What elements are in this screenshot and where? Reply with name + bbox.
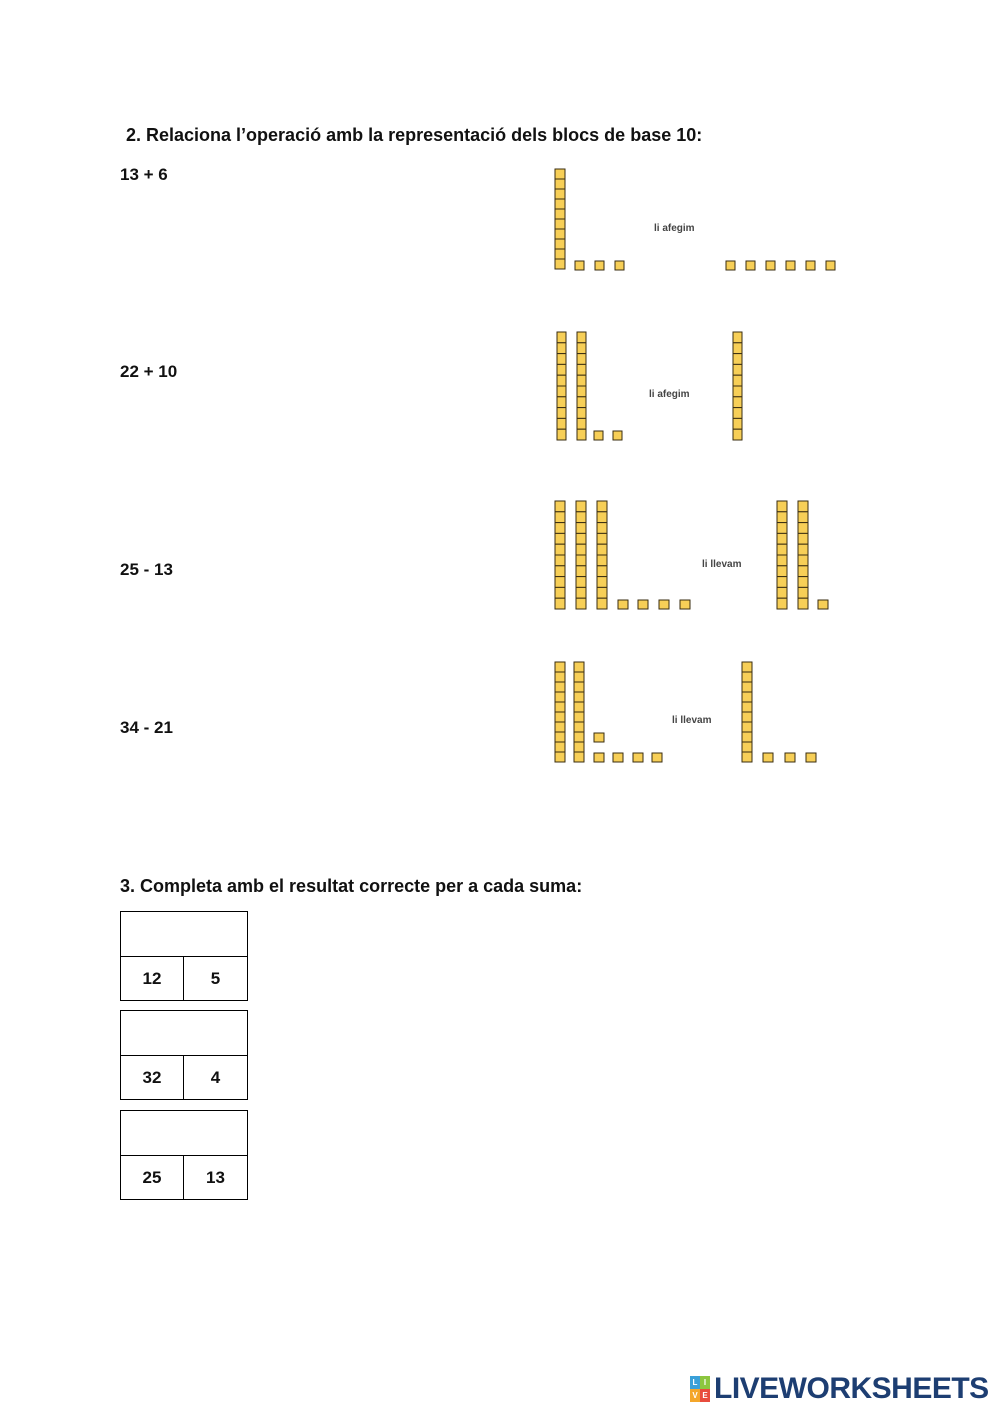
picture-2-unit-cube [594,431,603,440]
picture-3-unit-cube [680,600,690,609]
picture-1-added-unit-cube [826,261,835,270]
number-bond-1 [120,911,248,1001]
section-3-heading: 3. Completa amb el resultat correcte per a cada suma: [120,876,583,896]
picture-1-added-unit-cube [726,261,735,270]
operation-1: 13 + 6 [120,165,168,184]
picture-3-unit-cube [638,600,648,609]
picture-3-unit-cube [618,600,628,609]
section-2-heading: 2. Relaciona l’operació amb la representació dels blocs de base 10: [126,125,703,145]
picture-2[interactable] [557,332,742,440]
number-bond-2-right: 4 [210,1067,221,1087]
logo-icon-tile: L [690,1376,700,1389]
picture-3-removed-unit-cube [818,600,828,609]
picture-2-unit-cube [613,431,622,440]
picture-2-added-tens-rod [733,332,742,440]
number-bond-1-left: 12 [121,957,184,1000]
picture-3-tens-rod [597,501,607,609]
number-bond-1-right: 5 [210,968,221,988]
picture-4-unit-cube [594,733,604,742]
liveworksheets-logo-icon [690,1376,710,1402]
picture-3-removed-tens-rod [798,501,808,609]
picture-4[interactable] [555,662,816,762]
picture-1-added-unit-cube [786,261,795,270]
picture-3-action-label: li llevam [702,559,742,570]
picture-4-tens-rod [574,662,584,762]
picture-4-unit-cube [594,753,604,762]
picture-4-removed-tens-rod [742,662,752,762]
picture-1-unit-cube [575,261,584,270]
picture-4-unit-cube [652,753,662,762]
logo-icon-tile: E [700,1389,710,1402]
picture-4-action-label: li llevam [672,715,712,726]
picture-4-removed-unit-cube [806,753,816,762]
picture-2-tens-rod [557,332,566,440]
picture-1[interactable] [555,169,835,270]
picture-3-removed-tens-rod [777,501,787,609]
picture-4-unit-cube [633,753,643,762]
number-bond-2 [120,1010,248,1100]
number-bond-1-total-input[interactable] [121,912,247,957]
liveworksheets-logo-text: LIVEWORKSHEETS [714,1372,989,1405]
picture-4-removed-unit-cube [763,753,773,762]
picture-1-action-label: li afegim [654,223,695,234]
picture-1-unit-cube [595,261,604,270]
operation-3: 25 - 13 [120,560,173,579]
number-bond-2-left: 32 [121,1056,184,1099]
picture-1-added-unit-cube [766,261,775,270]
picture-4-removed-unit-cube [785,753,795,762]
operation-4: 34 - 21 [120,718,173,737]
operation-2: 22 + 10 [120,362,178,381]
number-bond-3-left: 25 [121,1156,184,1199]
picture-1-added-unit-cube [746,261,755,270]
number-bond-3-right: 13 [206,1167,225,1187]
picture-4-tens-rod [555,662,565,762]
picture-1-tens-rod [555,169,565,269]
liveworksheets-logo [690,1372,989,1406]
number-bond-3-total-input[interactable] [121,1111,247,1156]
number-bond-2-total-input[interactable] [121,1011,247,1056]
picture-1-unit-cube [615,261,624,270]
picture-3-unit-cube [659,600,669,609]
logo-icon-tile: V [690,1389,700,1402]
number-bond-3 [120,1110,248,1200]
picture-2-action-label: li afegim [649,389,690,400]
picture-3-tens-rod [555,501,565,609]
picture-2-tens-rod [577,332,586,440]
picture-3[interactable] [555,501,828,609]
picture-3-tens-rod [576,501,586,609]
logo-icon-tile: I [700,1376,710,1389]
picture-1-added-unit-cube [806,261,815,270]
picture-4-unit-cube [613,753,623,762]
